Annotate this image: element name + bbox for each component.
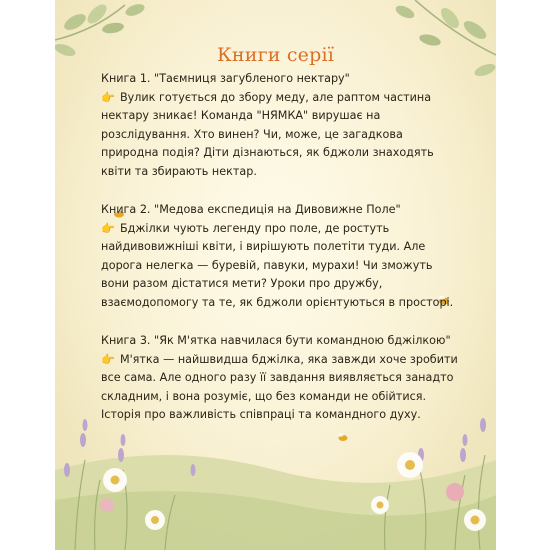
pointing-hand-icon: 👉	[101, 221, 115, 235]
book-2-title: Книга 2. "Медова експедиція на Дивовижне Поле"	[101, 203, 401, 216]
book-1-title: Книга 1. "Таємниця загубленого нектару"	[101, 72, 350, 85]
book-1-description-block	[101, 89, 461, 182]
book-entry-3	[101, 332, 461, 425]
book-1-description: Вулик готується до збору меду, але раптом частина нектару зникає! Команда "НЯМКА" вирушає на розслідування. Хто винен? Чи, може, це загадкова природна подія? Діти дізнаються, як бджоли знаходять квіти та збирають нектар.	[101, 90, 434, 178]
pointing-hand-icon: 👉	[101, 352, 115, 366]
book-page	[55, 0, 496, 550]
book-entry-2	[101, 201, 461, 312]
book-3-title: Книга 3. "Як М'ятка навчилася бути командною бджілкою"	[101, 334, 451, 347]
book-2-description: Бджілки чують легенду про поле, де ростуть найдивовижніші квіти, і вирішують полетіти туди. Але дорога нелегка — буревій, павуки, мурахи! Чи зможуть вони разом дістатися мети? Уроки про дружбу, взаємодопомогу та те, як бджоли орієнтуються в просторі.	[101, 221, 454, 309]
page-title: Книги серії	[216, 44, 335, 66]
pointing-hand-icon: 👉	[101, 90, 115, 104]
book-list	[101, 70, 461, 425]
book-2-description-block	[101, 220, 461, 313]
book-entry-1	[101, 70, 461, 181]
book-3-description: М'ятка — найшвидша бджілка, яка завжди хоче зробити все сама. Але одного разу її завдання виявляється занадто складним, і вона розуміє, що без команди не обійтися. Історія про важливість співпраці та командного духу.	[101, 352, 458, 421]
book-3-description-block	[101, 351, 461, 425]
